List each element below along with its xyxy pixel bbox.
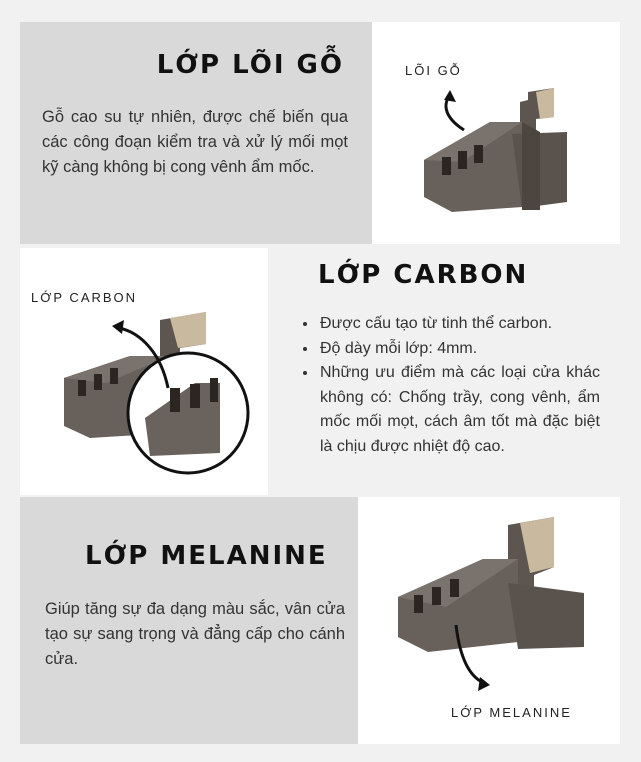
- list-item: • Những ưu điểm mà các loại cửa khác không có: Chống trầy, cong vênh, ẩm mốc mối mọt, cách âm tốt mà đặc biệt là chịu được nhiệt độ cao.: [318, 361, 600, 459]
- section-melanine-text-panel: [20, 497, 358, 744]
- section-carbon-text-panel: [268, 248, 620, 495]
- caption-wood-core: LÕI GỖ: [405, 63, 462, 78]
- section-wood-core-text-panel: [20, 22, 372, 244]
- section-carbon-image-panel: [20, 248, 268, 495]
- caption-melanine: LỚP MELANINE: [451, 705, 572, 720]
- section-wood-core-image-panel: [372, 22, 620, 244]
- door-frame-profile-image: [372, 22, 620, 244]
- section-text-wood-core: Gỗ cao su tự nhiên, được chế biến qua các công đoạn kiểm tra và xử lý mối mọt kỹ càng không bị cong vênh ẩm mốc.: [42, 108, 348, 176]
- caption-carbon: LỚP CARBON: [31, 290, 138, 305]
- section-melanine-image-panel: [358, 497, 620, 744]
- section-text-melanine: Giúp tăng sự đa dạng màu sắc, vân cửa tạo sự sang trọng và đẳng cấp cho cánh cửa.: [45, 600, 345, 668]
- section-title-carbon: LỚP CARBON: [318, 260, 529, 290]
- section-title-wood-core: LỚP LÕI GỖ: [156, 50, 344, 80]
- list-item: • Được cấu tạo từ tinh thể carbon.: [318, 312, 600, 337]
- section-title-melanine: LỚP MELANINE: [85, 541, 328, 571]
- list-item: • Độ dày mỗi lớp: 4mm.: [318, 337, 600, 362]
- carbon-layer-image: [20, 248, 268, 495]
- carbon-bullet-list: [300, 312, 600, 459]
